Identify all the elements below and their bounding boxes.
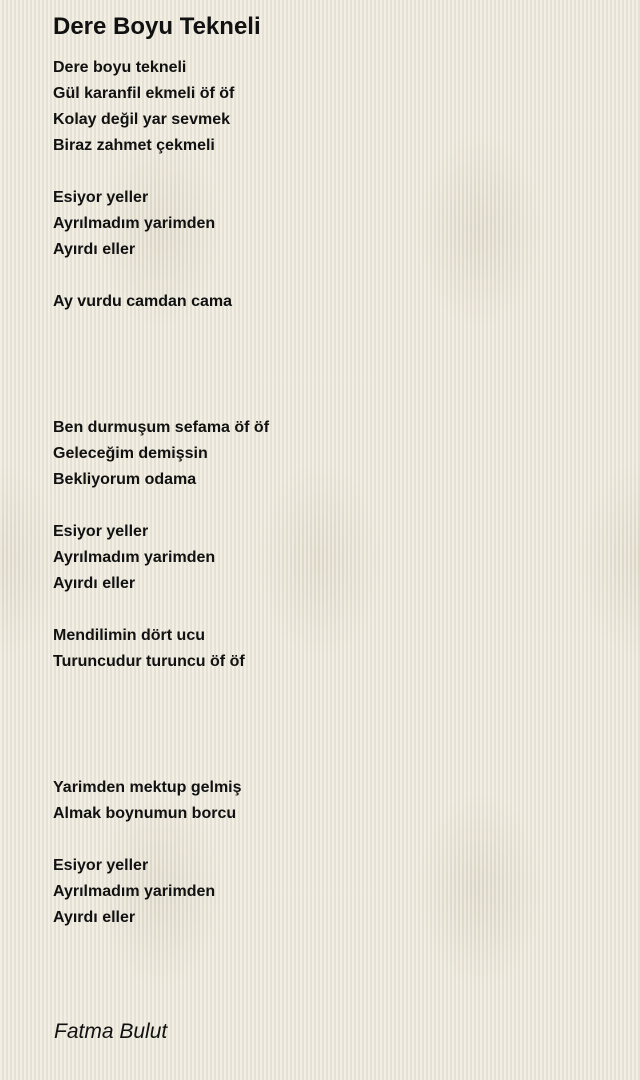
stanza-gap [53,493,613,519]
stanza-gap [53,597,613,623]
poem-line: Esiyor yeller [53,857,149,874]
poem-line: Ay vurdu camdan cama [53,293,233,310]
poem-line: Gül karanfil ekmeli öf öf [53,85,235,102]
poem-line: Bekliyorum odama [53,471,197,488]
poem-title: Dere Boyu Tekneli [53,13,261,40]
poem-line: Ayrılmadım yarimden [53,215,216,232]
poem-line: Ayırdı eller [53,575,136,592]
poem-line: Almak boynumun borcu [53,805,237,822]
poem-author: Fatma Bulut [54,1020,168,1043]
poem-line: Turuncudur turuncu öf öf [53,653,245,670]
poem-body [53,55,613,931]
poem-line: Yarimden mektup gelmiş [53,779,242,796]
poem-line: Kolay değil yar sevmek [53,111,230,128]
poem-line: Ayrılmadım yarimden [53,549,216,566]
poem-line: Esiyor yeller [53,523,149,540]
poem-line: Ayırdı eller [53,909,136,926]
stanza-gap [53,263,613,289]
poem-line: Esiyor yeller [53,189,149,206]
stanza-gap [53,315,613,415]
stanza-gap [53,159,613,185]
poem-line: Ben durmuşum sefama öf öf [53,419,270,436]
stanza-gap [53,675,613,775]
poem-line: Mendilimin dört ucu [53,627,205,644]
poem-line: Ayrılmadım yarimden [53,883,216,900]
poem-line: Biraz zahmet çekmeli [53,137,215,154]
poem-line: Ayırdı eller [53,241,136,258]
poem-line: Dere boyu tekneli [53,59,187,76]
poem-line: Geleceğim demişsin [53,445,208,462]
stanza-gap [53,827,613,853]
